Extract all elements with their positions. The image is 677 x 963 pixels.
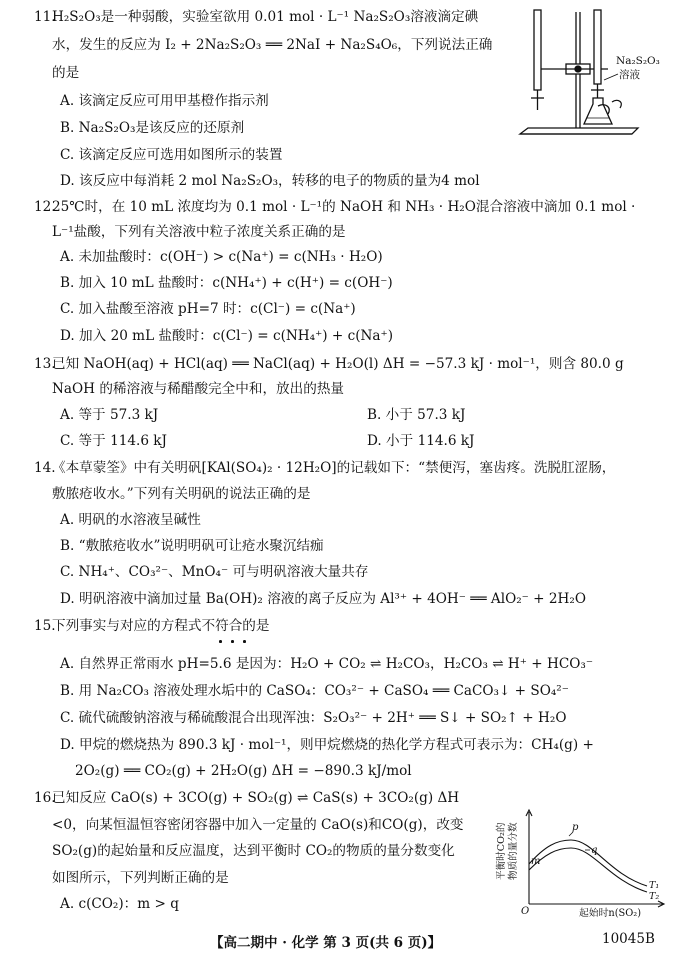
q16-number: 16. — [34, 790, 56, 806]
q13-option-c: C. 等于 114.6 kJ — [60, 433, 167, 449]
q11-option-c: C. 该滴定反应可选用如图所示的装置 — [60, 147, 283, 163]
q11-stem-line2: 水，发生的反应为 I₂ + 2Na₂S₂O₃ ══ 2NaI + Na₂S₄O₆，下列说法正确 — [52, 37, 493, 53]
q12-stem-line2: L⁻¹盐酸，下列有关溶液中粒子浓度关系正确的是 — [52, 224, 346, 240]
q15-option-c: C. 硫代硫酸钠溶液与稀硫酸混合出现浑浊：S₂O₃²⁻ + 2H⁺ ══ S↓ + SO₂↑ + H₂O — [60, 710, 567, 726]
graph-ylabel-line1: 平衡时CO₂的 — [496, 822, 507, 880]
q14-option-b: B. “敷脓疮收水”说明明矾可让疮水聚沉结痂 — [60, 538, 324, 554]
q14-stem-line1: 《本草蒙筌》中有关明矾[KAl(SO₄)₂ · 12H₂O]的记载如下：“禁便泻，塞齿疼。洗脱肛涩肠， — [52, 460, 616, 476]
q16-option-a: A. c(CO₂)：m > q — [60, 896, 179, 912]
q14-option-d: D. 明矾溶液中滴加过量 Ba(OH)₂ 溶液的离子反应为 Al³⁺ + 4OH⁻ ══ AlO₂⁻ + 2H₂O — [60, 591, 586, 607]
q15-option-b: B. 用 Na₂CO₃ 溶液处理水垢中的 CaSO₄：CO₃²⁻ + CaSO₄ ══ CaCO₃↓ + SO₄²⁻ — [60, 683, 569, 699]
q11-stem-line1: H₂S₂O₃是一种弱酸，实验室欲用 0.01 mol · L⁻¹ Na₂S₂O₃溶液滴定碘 — [52, 9, 479, 25]
graph-point-q: q — [591, 845, 598, 856]
titration-label-reagent: Na₂S₂O₃ — [616, 55, 660, 67]
q11-stem-line3: 的是 — [52, 65, 80, 81]
q16-stem-line3: SO₂(g)的起始量和反应温度，达到平衡时 CO₂的物质的量分数变化 — [52, 843, 455, 859]
q16-stem-line1: 已知反应 CaO(s) + 3CO(g) + SO₂(g) ⇌ CaS(s) + 3CO₂(g) ΔH — [52, 790, 460, 806]
q12-option-a: A. 未加盐酸时：c(OH⁻) > c(Na⁺) = c(NH₃ · H₂O) — [60, 249, 383, 265]
equilibrium-graph-figure — [491, 806, 671, 918]
q12-option-d: D. 加入 20 mL 盐酸时：c(Cl⁻) = c(NH₄⁺) + c(Na⁺) — [60, 328, 393, 344]
graph-curve-t2-label: T₂ — [649, 891, 660, 902]
graph-point-m: m — [531, 856, 541, 867]
titration-label-solution: 溶液 — [619, 69, 640, 81]
q15-option-d-line2: 2O₂(g) ══ CO₂(g) + 2H₂O(g) ΔH = −890.3 kJ/mol — [75, 763, 412, 779]
q12-stem-line1: 25℃时，在 10 mL 浓度均为 0.1 mol · L⁻¹的 NaOH 和 NH₃ · H₂O混合溶液中滴加 0.1 mol · — [52, 199, 636, 215]
q14-stem-line2: 敷脓疮收水。”下列有关明矾的说法正确的是 — [52, 486, 311, 502]
q12-number: 12. — [34, 199, 56, 215]
graph-xlabel: 起始时n(SO₂) — [579, 908, 642, 918]
q15-option-a: A. 自然界正常雨水 pH=5.6 是因为：H₂O + CO₂ ⇌ H₂CO₃，H₂CO₃ ⇌ H⁺ + HCO₃⁻ — [60, 656, 594, 672]
document-code: 10045B — [602, 931, 655, 947]
q11-number: 11. — [34, 9, 56, 25]
graph-curve-t1-label: T₁ — [649, 880, 660, 891]
emphasis-dot — [219, 640, 222, 643]
q11-option-a: A. 该滴定反应可用甲基橙作指示剂 — [60, 93, 269, 109]
graph-origin-label: O — [521, 906, 530, 917]
q16-stem-line4: 如图所示，下列判断正确的是 — [52, 870, 229, 886]
page-footer: 【高二期中 · 化学 第 3 页(共 6 页)】 — [210, 935, 442, 951]
graph-ylabel-line2: 物质的量分数 — [508, 822, 519, 880]
q11-option-d: D. 该反应中每消耗 2 mol Na₂S₂O₃，转移的电子的物质的量为4 mol — [60, 173, 480, 189]
q16-stem-line2: <0，向某恒温恒容密闭容器中加入一定量的 CaO(s)和CO(g)，改变 — [52, 817, 464, 833]
q15-number: 15. — [34, 618, 56, 634]
q15-stem-line1: 下列事实与对应的方程式不符合的是 — [52, 618, 270, 634]
q15-option-d-line1: D. 甲烷的燃烧热为 890.3 kJ · mol⁻¹，则甲烷燃烧的热化学方程式可表示为：CH₄(g) + — [60, 737, 594, 753]
q13-option-d: D. 小于 114.6 kJ — [367, 433, 475, 449]
q14-option-a: A. 明矾的水溶液呈碱性 — [60, 512, 201, 528]
q14-option-c: C. NH₄⁺、CO₃²⁻、MnO₄⁻ 可与明矾溶液大量共存 — [60, 564, 369, 580]
q13-stem-line1: 已知 NaOH(aq) + HCl(aq) ══ NaCl(aq) + H₂O(l) ΔH = −57.3 kJ · mol⁻¹，则含 80.0 g — [52, 356, 624, 372]
q13-option-b: B. 小于 57.3 kJ — [367, 407, 466, 423]
q14-number: 14. — [34, 460, 56, 476]
q11-option-b: B. Na₂S₂O₃是该反应的还原剂 — [60, 120, 245, 136]
q13-number: 13. — [34, 356, 56, 372]
q13-option-a: A. 等于 57.3 kJ — [60, 407, 159, 423]
graph-point-p: p — [572, 822, 579, 833]
emphasis-dot — [231, 640, 234, 643]
emphasis-dot — [243, 640, 246, 643]
q13-stem-line2: NaOH 的稀溶液与稀醋酸完全中和，放出的热量 — [52, 381, 345, 397]
q12-option-c: C. 加入盐酸至溶液 pH=7 时：c(Cl⁻) = c(Na⁺) — [60, 301, 356, 317]
titration-apparatus-figure — [516, 6, 666, 144]
q12-option-b: B. 加入 10 mL 盐酸时：c(NH₄⁺) + c(H⁺) = c(OH⁻) — [60, 275, 393, 291]
